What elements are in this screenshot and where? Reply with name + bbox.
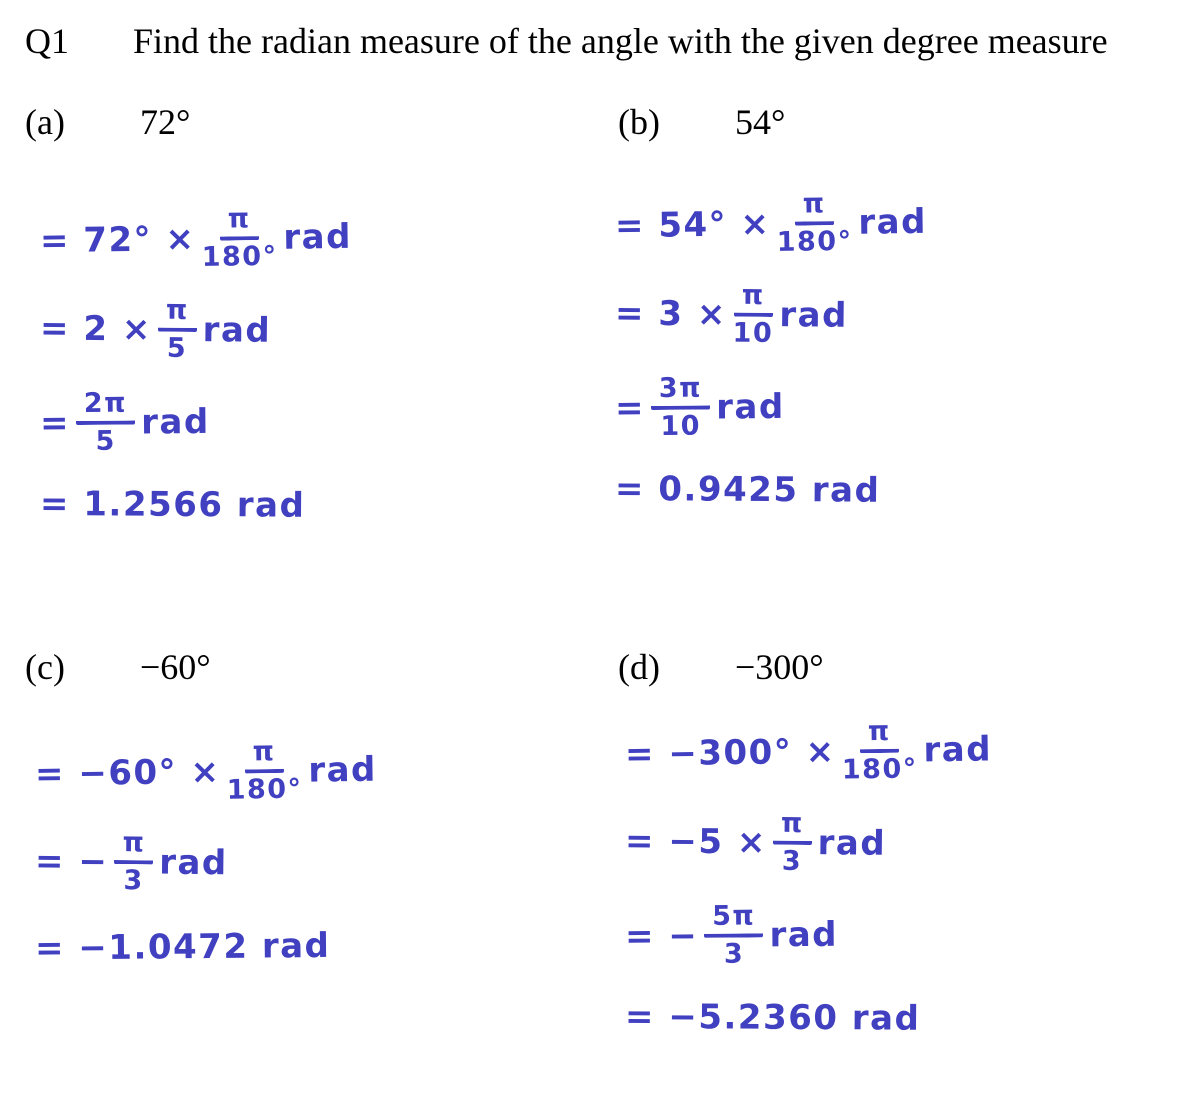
- math-step-line: [40, 295, 353, 366]
- math-text: = −5 ×: [624, 821, 768, 863]
- fraction: [732, 281, 773, 349]
- fraction-denominator: 5: [166, 332, 188, 364]
- math-text: = −300° ×: [624, 731, 836, 775]
- part-b-degree: 54°: [735, 102, 786, 142]
- fraction-numerator: π: [158, 296, 197, 332]
- fraction-denominator: 3: [723, 938, 745, 970]
- fraction-numerator: π: [734, 281, 773, 317]
- part-d-solution: [624, 715, 993, 1068]
- part-a-degree: 72°: [140, 102, 191, 142]
- math-text: = −: [624, 915, 699, 957]
- fraction-numerator: 3π: [651, 373, 710, 409]
- math-text: = −1.0472 rad: [34, 925, 331, 969]
- math-text: rad: [715, 386, 785, 427]
- question-text: Find the radian measure of the angle with the given degree measure: [133, 21, 1108, 61]
- fraction: [76, 388, 136, 456]
- math-text: = 1.2566 rad: [39, 484, 306, 526]
- part-d-label: (d): [618, 647, 660, 687]
- fraction: [651, 373, 711, 441]
- math-text: = 54° ×: [614, 203, 771, 246]
- fraction: [114, 828, 154, 896]
- math-text: = 72° ×: [39, 218, 196, 261]
- fraction-denominator: 3: [123, 865, 144, 897]
- fraction-numerator: π: [773, 809, 812, 845]
- fraction-denominator: 3: [781, 845, 803, 877]
- math-text: =: [614, 387, 646, 428]
- math-step-line: [625, 991, 992, 1046]
- math-step-line: [615, 463, 927, 517]
- fraction-denominator: 10: [660, 410, 702, 442]
- fraction-denominator: 5: [95, 425, 117, 457]
- math-step-line: [625, 899, 993, 970]
- fraction: [157, 296, 197, 364]
- math-step-line: [35, 919, 377, 974]
- fraction-denominator: 180°: [841, 753, 918, 786]
- fraction-denominator: 180°: [226, 773, 303, 806]
- fraction-denominator: 10: [732, 317, 774, 350]
- fraction-numerator: π: [114, 828, 153, 864]
- fraction: [841, 716, 918, 784]
- fraction-numerator: π: [794, 189, 833, 225]
- math-text: rad: [769, 914, 839, 955]
- math-text: = −: [34, 841, 109, 883]
- math-text: rad: [923, 729, 993, 771]
- part-a-label: (a): [25, 102, 65, 142]
- math-step-line: [615, 188, 928, 260]
- part-c-label: (c): [25, 647, 65, 687]
- math-step-line: [625, 807, 993, 878]
- math-text: rad: [858, 201, 928, 243]
- math-text: = 3 ×: [614, 293, 728, 335]
- fraction-numerator: π: [219, 204, 258, 240]
- math-step-line: [615, 371, 927, 441]
- math-text: = 0.9425 rad: [614, 469, 881, 511]
- fraction: [776, 189, 853, 257]
- fraction-numerator: π: [244, 737, 283, 773]
- part-c-solution: [35, 738, 377, 997]
- fraction-numerator: 2π: [76, 388, 135, 424]
- math-text: = −60° ×: [34, 751, 221, 795]
- part-b-solution: [615, 190, 927, 540]
- math-text: rad: [158, 842, 228, 884]
- math-text: rad: [202, 310, 272, 351]
- fraction: [772, 809, 812, 877]
- math-text: rad: [283, 216, 353, 258]
- part-b-label: (b): [618, 102, 660, 142]
- math-step-line: [35, 828, 378, 899]
- math-text: rad: [308, 749, 378, 791]
- fraction-numerator: 5π: [704, 901, 763, 937]
- math-step-line: [615, 280, 928, 351]
- math-text: rad: [779, 295, 849, 336]
- math-step-line: [35, 736, 378, 808]
- part-c-degree: −60°: [140, 647, 211, 687]
- part-d-degree: −300°: [735, 647, 824, 687]
- fraction: [201, 204, 278, 272]
- math-text: rad: [817, 823, 887, 864]
- fraction-denominator: 180°: [201, 240, 278, 273]
- math-step-line: [625, 715, 993, 787]
- math-step-line: [40, 386, 352, 456]
- fraction: [704, 901, 764, 969]
- fraction-numerator: π: [860, 717, 899, 753]
- math-text: = −5.2360 rad: [624, 996, 921, 1039]
- math-text: rad: [140, 401, 210, 442]
- fraction: [226, 737, 303, 805]
- part-a-solution: [40, 205, 352, 555]
- math-step-line: [40, 203, 353, 275]
- math-text: = 2 ×: [39, 308, 153, 350]
- question-number: Q1: [25, 21, 69, 61]
- math-step-line: [40, 478, 352, 532]
- fraction-denominator: 180°: [776, 225, 853, 258]
- math-text: =: [39, 402, 71, 443]
